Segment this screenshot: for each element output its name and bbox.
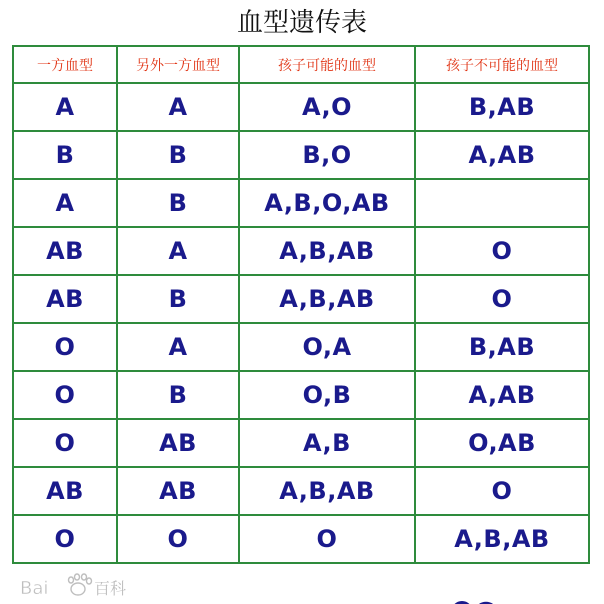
cell-child-possible: O,A [239, 323, 415, 371]
cell-parent-two: A [117, 227, 239, 275]
cell-child-impossible: O [415, 467, 589, 515]
cell-child-possible: O,B [239, 371, 415, 419]
cell-parent-one: AB [13, 275, 117, 323]
blood-type-table [12, 45, 590, 564]
cell-child-impossible: O [415, 275, 589, 323]
cell-child-impossible: A,AB [415, 131, 589, 179]
svg-text:Bai: Bai [20, 578, 49, 599]
table-row [13, 227, 589, 275]
cell-parent-one: O [13, 515, 117, 563]
table-header-row [13, 46, 589, 83]
cell-parent-one: B [13, 131, 117, 179]
cell-parent-one: O [13, 323, 117, 371]
table-row [13, 419, 589, 467]
table-row [13, 515, 589, 563]
cell-parent-two: B [117, 131, 239, 179]
cell-child-possible: O [239, 515, 415, 563]
header-parent-two: 另外一方血型 [117, 46, 239, 83]
cell-child-impossible: A,AB [415, 371, 589, 419]
table-row [13, 371, 589, 419]
baidu-watermark-logo [18, 572, 168, 600]
cell-child-possible: A,B,AB [239, 275, 415, 323]
cell-child-possible: A,O [239, 83, 415, 131]
cell-parent-one: A [13, 179, 117, 227]
cell-child-possible: A,B,AB [239, 467, 415, 515]
paw-icon [18, 572, 168, 600]
cell-parent-one: AB [13, 467, 117, 515]
page-title: 血型遗传表 [236, 8, 367, 38]
cell-parent-two: A [117, 83, 239, 131]
svg-text:百科: 百科 [94, 579, 127, 598]
table-row [13, 467, 589, 515]
table-row [13, 83, 589, 131]
cell-child-impossible: B,AB [415, 323, 589, 371]
table-row [13, 275, 589, 323]
table-row [13, 179, 589, 227]
cell-parent-two: AB [117, 419, 239, 467]
cell-parent-one: AB [13, 227, 117, 275]
cell-parent-two: O [117, 515, 239, 563]
cell-child-impossible: B,AB [415, 83, 589, 131]
header-child-impossible: 孩子不可能的血型 [415, 46, 589, 83]
cell-child-impossible: O,AB [415, 419, 589, 467]
cell-child-impossible: O [415, 227, 589, 275]
header-parent-one: 一方血型 [13, 46, 117, 83]
cell-parent-two: AB [117, 467, 239, 515]
cell-child-possible: A,B [239, 419, 415, 467]
cell-parent-two: A [117, 323, 239, 371]
cell-parent-two: B [117, 371, 239, 419]
cell-parent-two: B [117, 275, 239, 323]
cell-child-impossible [415, 179, 589, 227]
table-row [13, 323, 589, 371]
cell-child-impossible: A,B,AB [415, 515, 589, 563]
cell-child-possible: B,O [239, 131, 415, 179]
header-child-possible: 孩子可能的血型 [239, 46, 415, 83]
cell-child-possible: A,B,O,AB [239, 179, 415, 227]
cutoff-text-fragment [452, 592, 512, 604]
cell-parent-one: O [13, 371, 117, 419]
cell-parent-one: A [13, 83, 117, 131]
cell-child-possible: A,B,AB [239, 227, 415, 275]
table-row [13, 131, 589, 179]
cell-parent-one: O [13, 419, 117, 467]
cell-parent-two: B [117, 179, 239, 227]
